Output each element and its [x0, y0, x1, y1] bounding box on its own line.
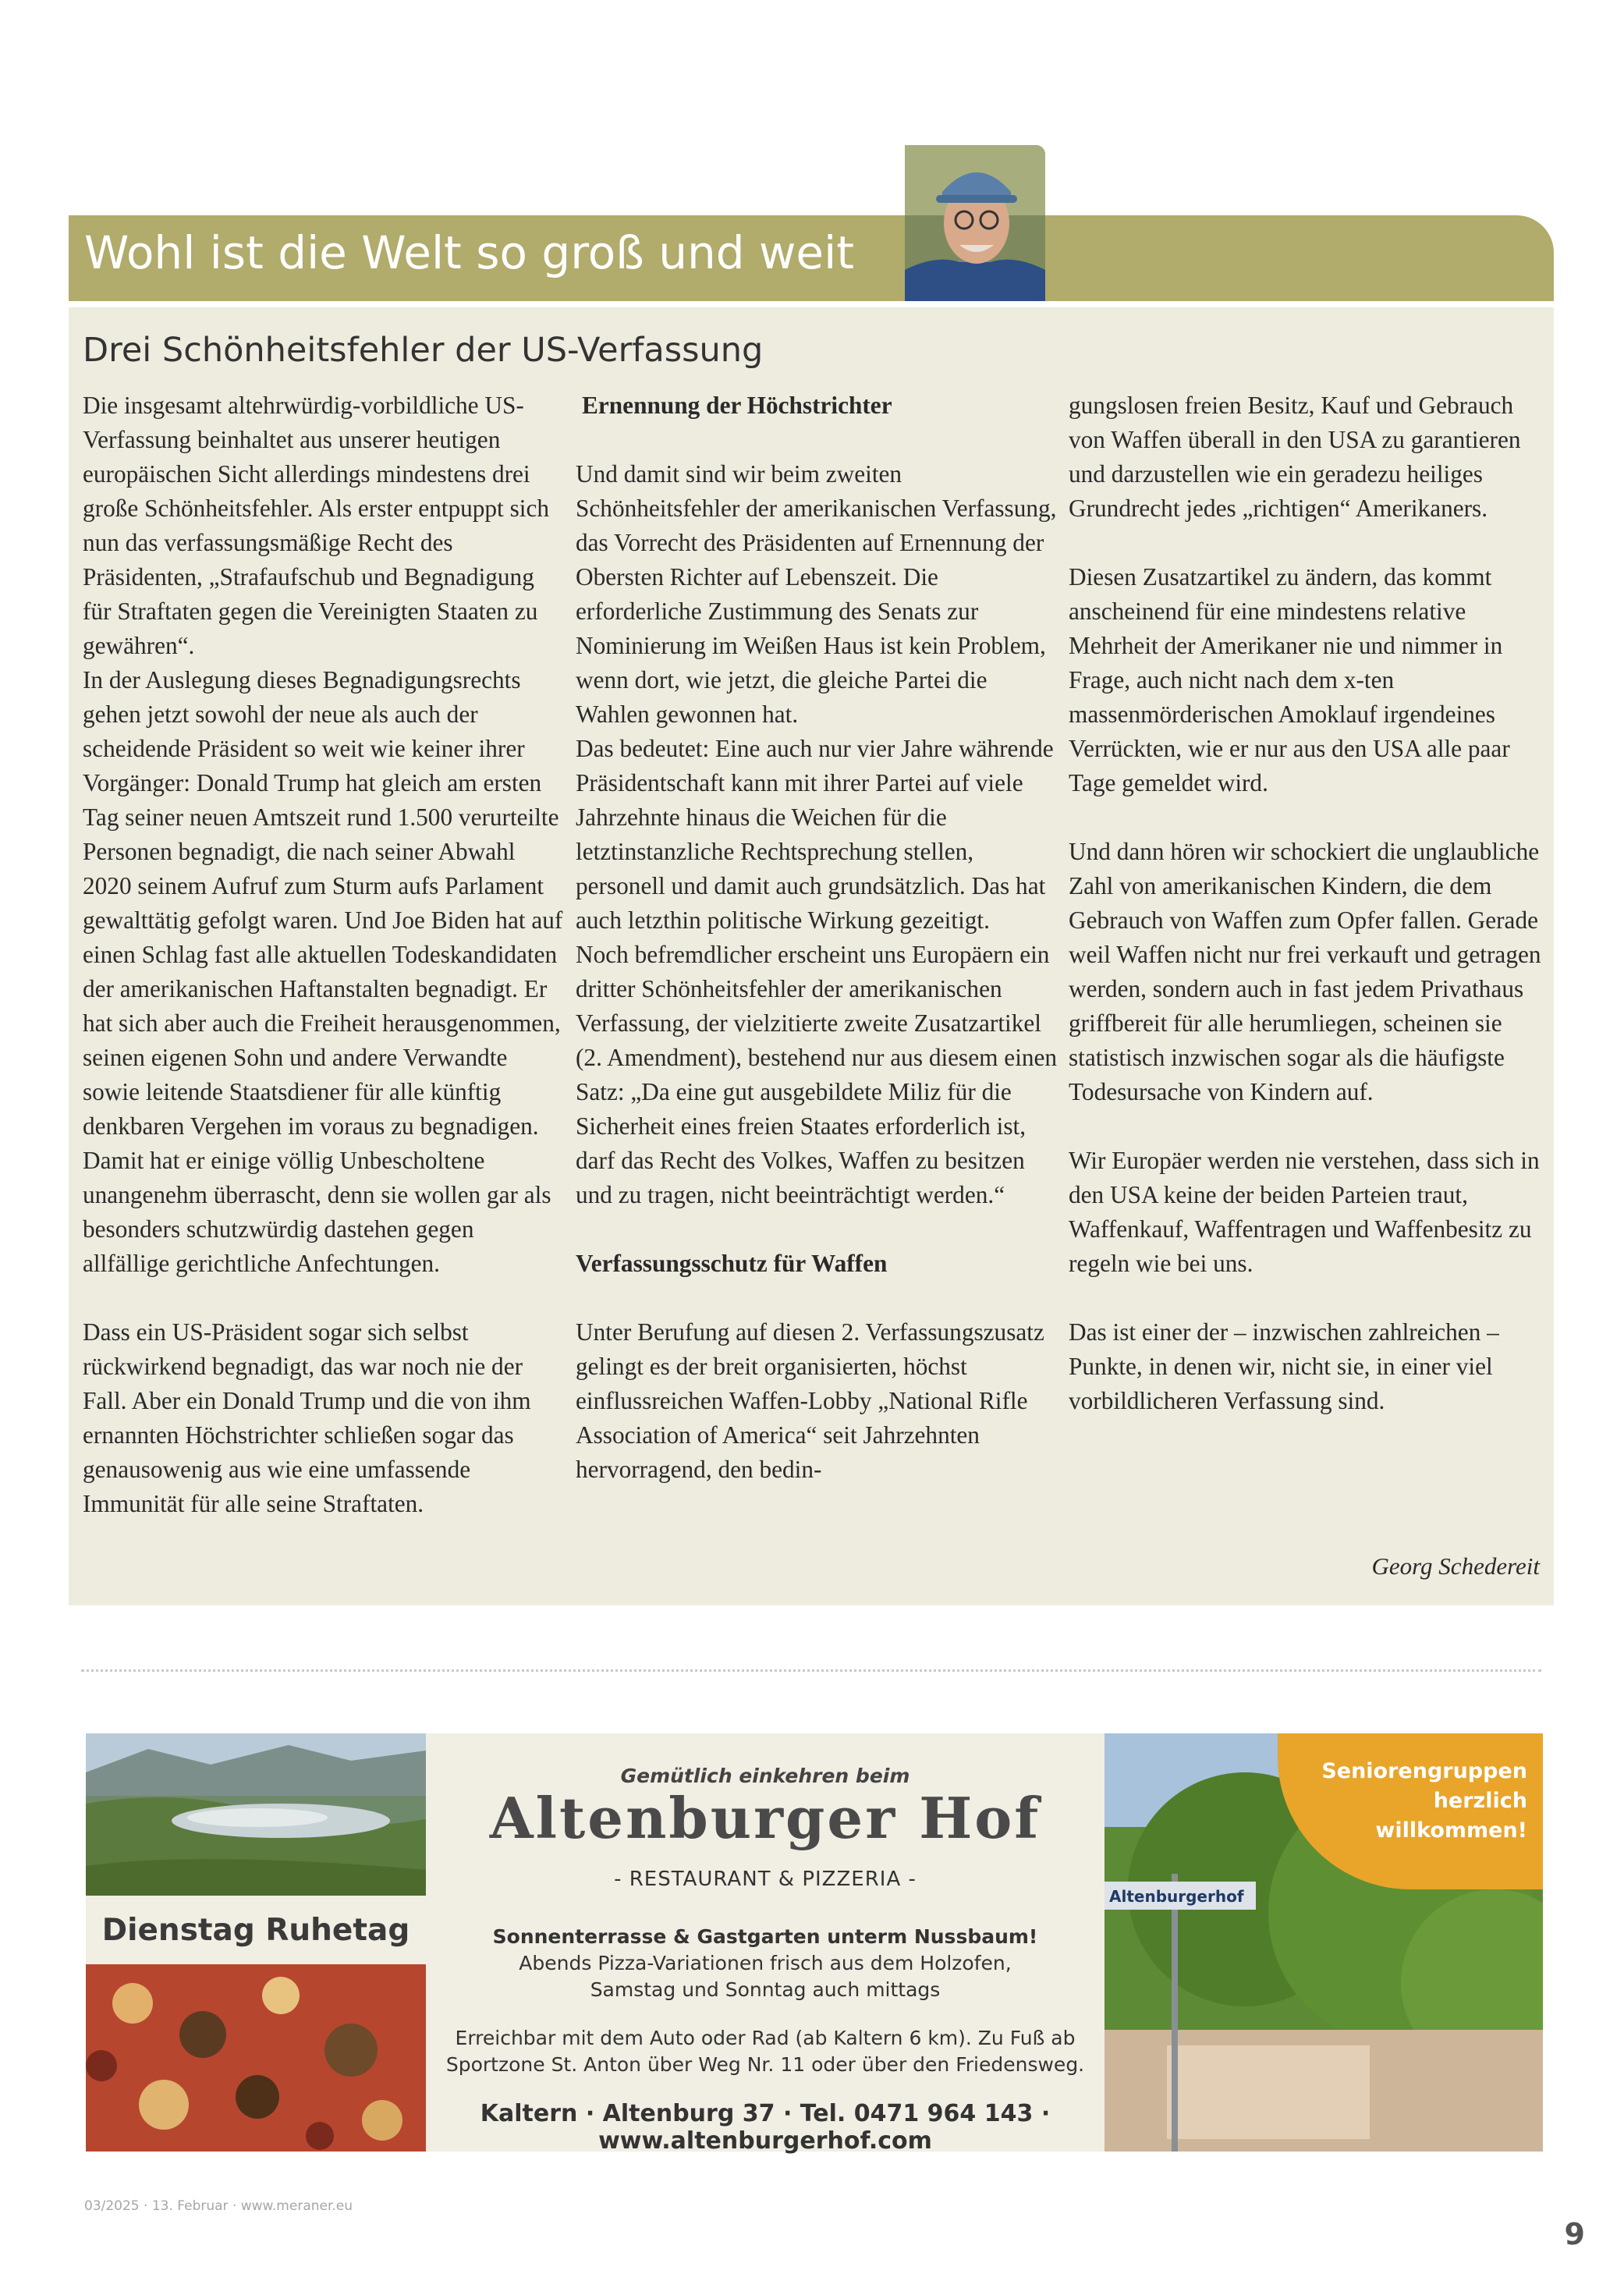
badge-text: Seniorengruppen herzlich willkommen!: [1321, 1759, 1527, 1843]
ad-line: Abends Pizza-Variationen frisch aus dem Holzofen,: [519, 1952, 1012, 1974]
restaurant-ad: [86, 1733, 1543, 2155]
pizza-photo: [86, 1964, 426, 2152]
ad-line: Erreichbar mit dem Auto oder Rad (ab Kaltern 6 km). Zu Fuß ab: [455, 2027, 1076, 2049]
paragraph: Und dann hören wir schockiert die unglaubliche Zahl von amerikanischen Kindern, die dem Gebrauch von Waffen zum Opfer fallen. Gerade weil Waffen nicht nur frei verkauft und getragen werden, sondern auch in fast jedem Privathaus griffbereit für alle herumliegen, scheinen sie statistisch inzwischen sogar als die häufigste Todesursache von Kindern auf.: [1069, 838, 1541, 1105]
restaurant-subtitle: - RESTAURANT & PIZZERIA -: [614, 1868, 917, 1891]
paragraph: Wir Europäer werden nie verstehen, dass sich in den USA keine der beiden Parteien traut, Waffenkauf, Waffentragen und Waffenbesitz zu regeln wie bei uns.: [1069, 1147, 1540, 1277]
lake-photo: [86, 1733, 426, 1896]
article-column-3: [1069, 388, 1546, 1418]
subheading: Verfassungsschutz für Waffen: [576, 1250, 888, 1277]
article-column-2: [576, 388, 1058, 1487]
article-heading: Drei Schönheitsfehler der US-Verfassung: [83, 331, 764, 370]
article-column-1: [83, 388, 563, 1521]
ad-line: Sportzone St. Anton über Weg Nr. 11 oder über den Friedensweg.: [445, 2053, 1085, 2076]
restaurant-photo: [1105, 1733, 1543, 2152]
paragraph: Unter Berufung auf diesen 2. Verfassungszusatz gelingt es der breit organisierten, höchst einflussreichen Waffen-Lobby „National Rifle Association of America“ seit Jahrzehnten hervorragend, den bedin-: [576, 1318, 1044, 1483]
paragraph: Das ist einer der – inzwischen zahlreichen – Punkte, in denen wir, nicht sie, in einer viel vorbildlicheren Verfassung sind.: [1069, 1318, 1499, 1414]
section-divider: [81, 1669, 1541, 1672]
paragraph: gungslosen freien Besitz, Kauf und Gebrauch von Waffen überall in den USA zu garantieren und darzustellen wie ein geradezu heiliges Grundrecht jedes „richtigen“ Amerikaners.: [1069, 392, 1521, 522]
author-photo: [905, 145, 1045, 301]
paragraph: Das bedeutet: Eine auch nur vier Jahre währende Präsidentschaft kann mit ihrer Partei auf viele Jahrzehnte hinaus die Weichen für die letztinstanzliche Rechtsprechung stellen, personell und damit auch grundsätzlich. Das hat auch letzthin politische Wirkung gezeitigt.: [576, 735, 1054, 934]
ad-tagline: Gemütlich einkehren beim: [620, 1765, 910, 1787]
page-number: 9: [1564, 2217, 1585, 2251]
footer-issue: 03/2025 · 13. Februar · www.meraner.eu: [84, 2198, 353, 2214]
paragraph: Die insgesamt altehrwürdig-vorbildliche US-Verfassung beinhaltet aus unserer heutigen europäischen Sicht allerdings mindestens drei große Schönheitsfehler. Als erster entpuppt sich nun das verfassungsmäßige Recht des Präsidenten, „Strafaufschub und Begnadigung für Straftaten gegen die Vereinigten Staaten zu gewähren“.: [83, 392, 549, 659]
article-box: [69, 307, 1554, 1605]
ad-text-panel: [426, 1733, 1105, 2155]
restaurant-logo: Altenburger Hof: [489, 1785, 1041, 1851]
ad-line: Sonnenterrasse & Gastgarten unterm Nussbaum!: [492, 1925, 1038, 1948]
column-title: Wohl ist die Welt so groß und weit: [84, 226, 854, 279]
rest-day-label: Dienstag Ruhetag: [101, 1913, 410, 1948]
paragraph: Und damit sind wir beim zweiten Schönheitsfehler der amerikanischen Verfassung, das Vorrecht des Präsidenten auf Ernennung der Obersten Richter auf Lebenszeit. Die erforderliche Zustimmung des Senats zur Nominierung im Weißen Haus ist kein Problem, wenn dort, wie jetzt, die gleiche Partei die Wahlen gewonnen hat.: [576, 460, 1057, 728]
paragraph: Dass ein US-Präsident sogar sich selbst rückwirkend begnadigt, das war noch nie der Fall. Aber ein Donald Trump und die von ihm ernannten Höchstrichter schließen sogar das genausowenig aus wie eine umfassende Immunität für alle seine Straftaten.: [83, 1318, 531, 1517]
column-header-bar: [69, 215, 1554, 301]
subheading: Ernennung der Höchstrichter: [582, 392, 892, 419]
paragraph: Diesen Zusatzartikel zu ändern, das kommt anscheinend für eine mindestens relative Mehrheit der Amerikaner nie und nimmer in Frage, auch nicht nach dem x-ten massenmörderischen Amoklauf irgendeines Verrückten, wie er nur aus den USA alle paar Tage gemeldet wird.: [1069, 563, 1510, 796]
ad-line: Samstag und Sonntag auch mittags: [590, 1978, 941, 2001]
sign-text: Altenburgerhof: [1109, 1887, 1244, 1906]
ad-contact: Kaltern · Altenburg 37 · Tel. 0471 964 143 · www.altenburgerhof.com: [480, 2100, 1051, 2155]
paragraph: In der Auslegung dieses Begnadigungsrechts gehen jetzt sowohl der neue als auch der scheidende Präsident so weit wie keiner ihrer Vorgänger: Donald Trump hat gleich am ersten Tag seiner neuen Amtszeit rund 1.500 verurteilte Personen begnadigt, die nach seiner Abwahl 2020 seinem Aufruf zum Sturm aufs Parlament gewalttätig gefolgt waren. Und Joe Biden hat auf einen Schlag fast alle aktuellen Todeskandidaten der amerikanischen Haftanstalten begnadigt. Er hat sich aber auch die Freiheit herausgenommen, seinen eigenen Sohn und andere Verwandte sowie leitende Staatsdiener für alle künftig denkbaren Vergehen im voraus zu begnadigen. Damit hat er einige völlig Unbescholtene unangenehm überrascht, denn sie wollen gar als besonders schutzwürdig dastehen gegen allfällige gerichtliche Anfechtungen.: [83, 666, 563, 1277]
author-signature: Georg Schedereit: [1371, 1552, 1540, 1580]
paragraph: Noch befremdlicher erscheint uns Europäern ein dritter Schönheitsfehler der amerikanischen Verfassung, der vielzitierte zweite Zusatzartikel (2. Amendment), bestehend nur aus diesem einen Satz: „Da eine gut ausgebildete Miliz für die Sicherheit eines freien Staates erforderlich ist, darf das Recht des Volkes, Waffen zu besitzen und zu tragen, nicht beeinträchtigt werden.“: [576, 941, 1058, 1208]
